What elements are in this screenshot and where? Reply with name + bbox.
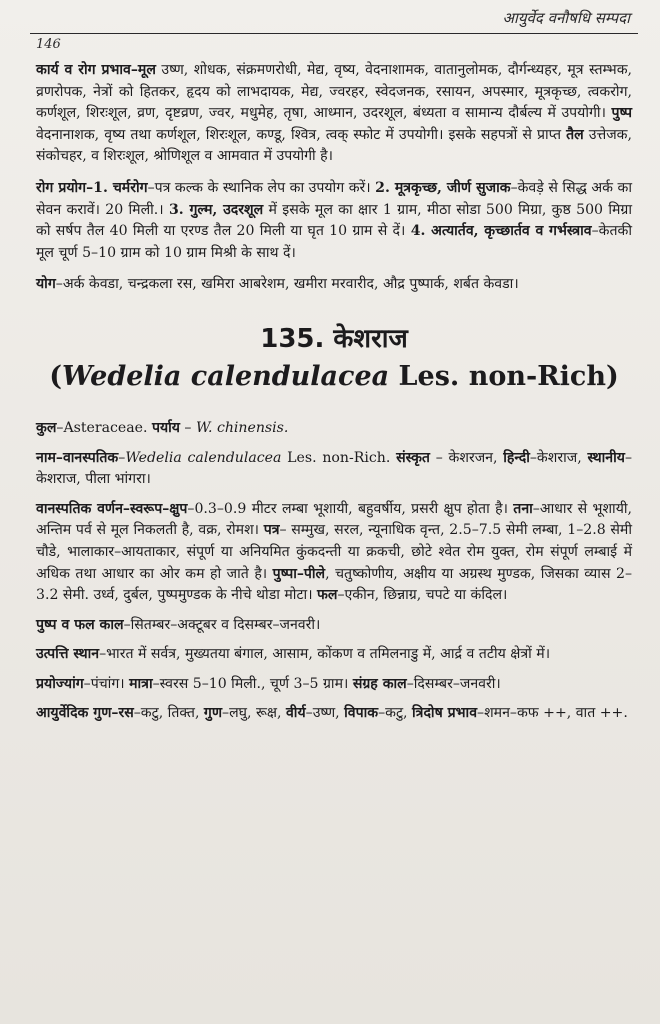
kul-text-1: –Asteraceae.	[56, 419, 152, 436]
karya-text-3: उत्तेजक, संकोचहर, व शिरःशूल, श्रोणिशूल व आमवात में उपयोगी है।	[36, 126, 632, 165]
guna-text-3: –उष्ण,	[305, 705, 345, 722]
virya-label: वीर्य	[285, 705, 306, 722]
kul-label: कुल	[36, 419, 57, 436]
header-rule	[30, 33, 638, 34]
hindi-label: हिन्दी	[503, 449, 530, 466]
prayojyang-label: प्रयोज्यांग	[36, 675, 84, 692]
naam-text-3: – केशरजन,	[429, 449, 504, 466]
synonym: W. chinensis.	[195, 419, 289, 436]
karya-paragraph	[36, 60, 632, 168]
matra-label: मात्रा	[129, 675, 153, 692]
subtitle-open: (	[49, 360, 63, 392]
pushp-label: पुष्प	[611, 105, 632, 122]
patra-label: पत्र	[263, 522, 280, 539]
guna-text-1: –कटु, तिक्त,	[133, 705, 204, 722]
rog-label: रोग प्रयोग–1. चर्मरोग	[36, 179, 148, 196]
rog-text-2: –केवड़े से सिद्ध अर्क का सेवन करावें। 20 मिली.।	[36, 179, 633, 218]
chapter-title: 135. केशराज	[260, 323, 408, 354]
kul-paragraph	[36, 418, 632, 440]
varnan-text-4: , चतुष्कोणीय, अक्षीय या अग्रस्थ मुण्डक, जिसका व्यास 2–3.2 सेमी. उर्ध्व, दुर्बल, पुष्पमुण्डक के नीचे थोडा मोटा।	[36, 565, 633, 604]
tana-label: तना	[513, 500, 533, 517]
prayojyang-text-3: –दिसम्बर–जनवरी।	[406, 675, 501, 692]
kul-text-2: –	[179, 419, 196, 436]
karya-label: कार्य व रोग प्रभाव–मूल	[36, 62, 156, 78]
varnan-text-3: – सम्मुख, सरल, न्यूनाधिक वृन्त, 2.5–7.5 सेमी लम्बा, 1–2.8 सेमी चौडे, भालाकार–आयताकार, संपूर्ण या अनियमित कुंकदन्ती या क्रकची, छोटे श्वेत रोम युक्त, रोम संपूर्ण लम्बाई में अधिक तथा आधार का ओर कम हो जाते है।	[36, 522, 632, 582]
utpatti-label: उत्पत्ति स्थान	[36, 646, 100, 663]
rog-label-4: 4. अत्यार्तव, कृच्छार्तव व गर्भस्त्राव	[410, 223, 592, 240]
rog-text-3: में इसके मूल का क्षार 1 ग्राम, मीठा सोडा 500 मिग्रा, कुष्ठ 500 मिग्रा को सर्षप तैल 40 मिली या एरण्ड तैल 20 मिली या घृत 10 ग्राम से दें।	[36, 201, 633, 240]
kaal-paragraph	[36, 615, 632, 637]
prayojyang-text-2: –स्वरस 5–10 मिली., चूर्ण 3–5 ग्राम।	[152, 675, 353, 692]
naam-label: नाम–वानस्पतिक	[36, 449, 119, 466]
page-number: 146	[36, 37, 61, 52]
varnan-label: वानस्पतिक वर्णन–स्वरूप–क्षुप	[36, 500, 188, 517]
rog-prayog-paragraph	[36, 178, 632, 264]
guna-text-2: –लघु, रूक्ष,	[222, 705, 286, 722]
running-header: आयुर्वेद वनौषधि सम्पदा	[502, 9, 630, 27]
tail-label: तैल	[566, 126, 584, 143]
prayojyang-text-1: –पंचांग।	[83, 675, 130, 692]
prayojyang-paragraph	[36, 674, 632, 696]
rog-label-3: 3. गुल्म, उदरशूल	[168, 201, 264, 218]
guna-label: आयुर्वेदिक गुण–रस	[36, 705, 134, 722]
varnan-text-1: –0.3–0.9 मीटर लम्बा भूशायी, बहुवर्षीय, प्रसरी क्षुप होता है।	[187, 500, 514, 517]
naam-text-5: –केशराज, पीला भांगरा।	[36, 449, 633, 488]
naam-text-2: Les. non-Rich.	[281, 449, 397, 466]
utpatti-paragraph	[36, 644, 632, 666]
varnan-text-5: –एकीन, छिन्नाग्र, चपटे या कंदिल।	[337, 587, 508, 604]
subtitle-botanical: Wedelia calendulacea	[62, 360, 390, 392]
karya-text-1: उष्ण, शोधक, संक्रमणरोधी, मेद्य, वृष्य, वेदनाशामक, वातानुलोमक, दौर्गन्ध्यहर, मूत्र स्तम्भक, व्रणरोपक, नेत्रों को हितकर, हृदय को लाभदायक, मेद्य, ज्वरहर, स्वेदजनक, रसायन, अपस्मार, मूत्रकृच्छ, त्वकरोग, कर्णशूल, शिरःशूल, व्रण, दृष्टव्रण, ज्वर, मधुमेह, तृषा, आध्मान, उदरशूल, बंध्यता व सामान्य दौर्बल्य में उपयोगी।	[36, 62, 632, 122]
sthaniya-label: स्थानीय	[587, 449, 625, 466]
utpatti-text: –भारत में सर्वत्र, मुख्यतया बंगाल, आसाम, कोंकण व तमिलनाडु में, आर्द्र व तटीय क्षेत्रों में।	[99, 646, 551, 663]
naam-botanical: Wedelia calendulacea	[125, 449, 282, 466]
sanskrit-label: संस्कृत	[396, 449, 430, 466]
yog-label: योग	[36, 276, 56, 293]
guna-text-4: –कटु,	[378, 705, 413, 722]
tridosh-label: त्रिदोष प्रभाव	[412, 705, 478, 722]
vipak-label: विपाक	[344, 705, 379, 722]
paryay-label: पर्याय	[151, 419, 180, 436]
sangrah-label: संग्रह काल	[352, 675, 407, 692]
page-content	[36, 60, 632, 733]
subtitle-authority: Les. non-Rich)	[389, 360, 619, 392]
kaal-label: पुष्प व फल काल	[36, 616, 124, 633]
guna-paragraph	[36, 703, 632, 725]
varnan-paragraph	[36, 499, 632, 607]
guna-sub-label: गुण	[203, 705, 223, 722]
phal-label: फल	[317, 587, 338, 604]
rog-label-2: 2. मूत्रकृच्छ, जीर्ण सुजाक	[375, 179, 511, 196]
yog-text: –अर्क केवडा, चन्द्रकला रस, खमिरा आबरेशम, खमीरा मरवारीद, औद्र पुष्पार्क, शर्बत केवडा।	[55, 276, 519, 293]
karya-text-2: वेदनानाशक, वृष्य तथा कर्णशूल, शिरःशूल, कण्डू, श्वित्र, त्वक् स्फोट में उपयोगी। इसके सहपत्रों से प्राप्त	[36, 126, 567, 143]
varnan-text-2: –आधार से भूशायी, अन्तिम पर्व से मूल निकलती है, वक्र, रोमश।	[36, 500, 633, 539]
guna-text-5: –शमन–कफ ++, वात ++.	[477, 705, 628, 722]
rog-text-4: –केतकी मूल चूर्ण 5–10 ग्राम को 10 ग्राम मिश्री के साथ दें।	[36, 223, 632, 261]
pushpa-label: पुष्पा–पीले	[272, 565, 326, 582]
kaal-text: –सितम्बर–अक्टूबर व दिसम्बर–जनवरी।	[123, 616, 321, 633]
naam-paragraph	[36, 448, 632, 491]
chapter-subtitle	[36, 360, 632, 394]
rog-text-1: –पत्र कल्क के स्थानिक लेप का उपयोग करें।	[147, 179, 376, 196]
naam-text-4: –केशराज,	[529, 449, 588, 466]
yog-paragraph	[36, 274, 632, 296]
naam-text-1: –	[118, 449, 126, 466]
